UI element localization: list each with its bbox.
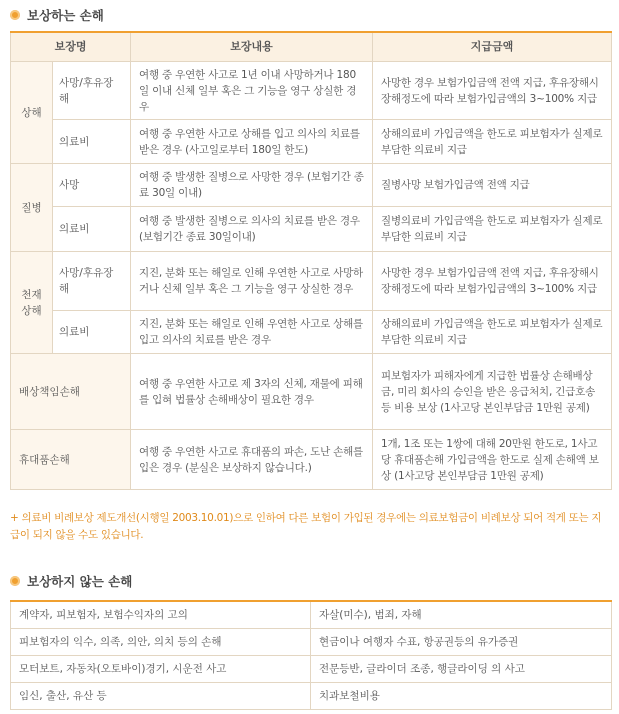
subcategory-label: 사망/후유장해 [53,252,131,311]
table-row [11,601,612,629]
category-disease: 질병 [11,164,53,252]
section-title-not-compensated: 보상하지 않는 손해 [10,572,132,590]
subcategory-label: 사망 [53,164,131,207]
coverage-content-cell: 여행 중 발생한 질병으로 사망한 경우 (보험기간 종료 30일 이내) [131,164,373,207]
exclusion-cell: 피보험자의 익수, 의족, 의안, 의치 등의 손해 [11,629,311,656]
exclusions-table [10,600,612,710]
category-natural-disaster [11,252,53,354]
table-row [11,656,612,683]
medical-expense-note: + 의료비 비례보상 제도개선(시행일 2003.10.01)으로 인하여 다른 보험이 가입된 경우에는 의료보험금이 비례보상 되어 적게 또는 지급이 되지 않을 수도 있습니다. [10,512,602,541]
category-line: 상해 [21,304,42,317]
category-line: 천재 [21,288,42,301]
section-title-compensated: 보상하는 손해 [10,6,104,24]
exclusion-cell: 현금이나 여행자 수표, 항공권등의 유가증권 [311,629,612,656]
category-belongings: 휴대품손해 [11,430,131,490]
payment-amount-cell: 사망한 경우 보험가입금액 전액 지급, 후유장해시 장해정도에 따라 보험가입금액의 3~100% 지급 [373,252,612,311]
exclusion-cell: 자살(미수), 범죄, 자해 [311,601,612,629]
table-row [11,164,612,207]
exclusion-cell: 치과보철비용 [311,683,612,710]
coverage-content-cell: 여행 중 우연한 사고로 제 3자의 신체, 재물에 피해를 입혀 법률상 손해배상이 필요한 경우 [131,354,373,430]
coverage-content-cell: 여행 중 우연한 사고로 휴대품의 파손, 도난 손해를 입은 경우 (분실은 보상하지 않습니다.) [131,430,373,490]
coverage-content-cell: 지진, 분화 또는 해일로 인해 우연한 사고로 사망하거나 신체 일부 혹은 그 기능을 영구 상실한 경우 [131,252,373,311]
table-row [11,62,612,120]
payment-amount-cell: 사망한 경우 보험가입금액 전액 지급, 후유장해시 장해정도에 따라 보험가입금액의 3~100% 지급 [373,62,612,120]
coverage-content-cell: 여행 중 우연한 사고로 상해를 입고 의사의 치료를 받은 경우 (사고일로부터 180일 한도) [131,120,373,164]
orange-bullet-icon [10,576,20,586]
subcategory-label: 사망/후유장해 [53,62,131,120]
table-row [11,683,612,710]
exclusion-cell: 모터보트, 자동차(오토바이)경기, 시운전 사고 [11,656,311,683]
table-row [11,207,612,252]
payment-amount-cell: 상해의료비 가입금액을 한도로 피보험자가 실제로 부담한 의료비 지급 [373,311,612,354]
payment-amount-cell: 1개, 1조 또는 1쌍에 대해 20만원 한도로, 1사고당 휴대품손해 가입금액을 한도로 실제 손해액 보상 (1사고당 본인부담금 1만원 공제) [373,430,612,490]
exclusion-cell: 계약자, 피보험자, 보험수익자의 고의 [11,601,311,629]
subcategory-label: 의료비 [53,120,131,164]
table-row [11,252,612,311]
table-row [11,430,612,490]
header-coverage-name: 보장명 [11,32,131,62]
header-coverage-content: 보장내용 [131,32,373,62]
category-liability: 배상책임손해 [11,354,131,430]
coverage-content-cell: 여행 중 발생한 질병으로 의사의 치료를 받은 경우 (보험기간 종료 30일이내) [131,207,373,252]
category-injury: 상해 [11,62,53,164]
coverage-table [10,31,612,490]
payment-amount-cell: 피보험자가 피해자에게 지급한 법률상 손해배상금, 미리 회사의 승인을 받은 응급처치, 긴급호송 등 비용 보상 (1사고당 본인부담금 1만원 공제) [373,354,612,430]
coverage-content-cell: 여행 중 우연한 사고로 1년 이내 사망하거나 180일 이내 신체 일부 혹은 그 기능을 영구 상실한 경우 [131,62,373,120]
subcategory-label: 의료비 [53,311,131,354]
header-payment-amount: 지급금액 [373,32,612,62]
exclusion-cell: 임신, 출산, 유산 등 [11,683,311,710]
table-row [11,311,612,354]
table-header-row [11,32,612,62]
payment-amount-cell: 질병사망 보험가입금액 전액 지급 [373,164,612,207]
orange-bullet-icon [10,10,20,20]
payment-amount-cell: 상해의료비 가입금액을 한도로 피보험자가 실제로 부담한 의료비 지급 [373,120,612,164]
exclusion-cell: 전문등반, 글라이더 조종, 행글라이딩 의 사고 [311,656,612,683]
subcategory-label: 의료비 [53,207,131,252]
payment-amount-cell: 질병의료비 가입금액을 한도로 피보험자가 실제로 부담한 의료비 지급 [373,207,612,252]
table-row [11,629,612,656]
table-row [11,120,612,164]
coverage-content-cell: 지진, 분화 또는 해일로 인해 우연한 사고로 상해를 입고 의사의 치료를 받은 경우 [131,311,373,354]
table-row [11,354,612,430]
